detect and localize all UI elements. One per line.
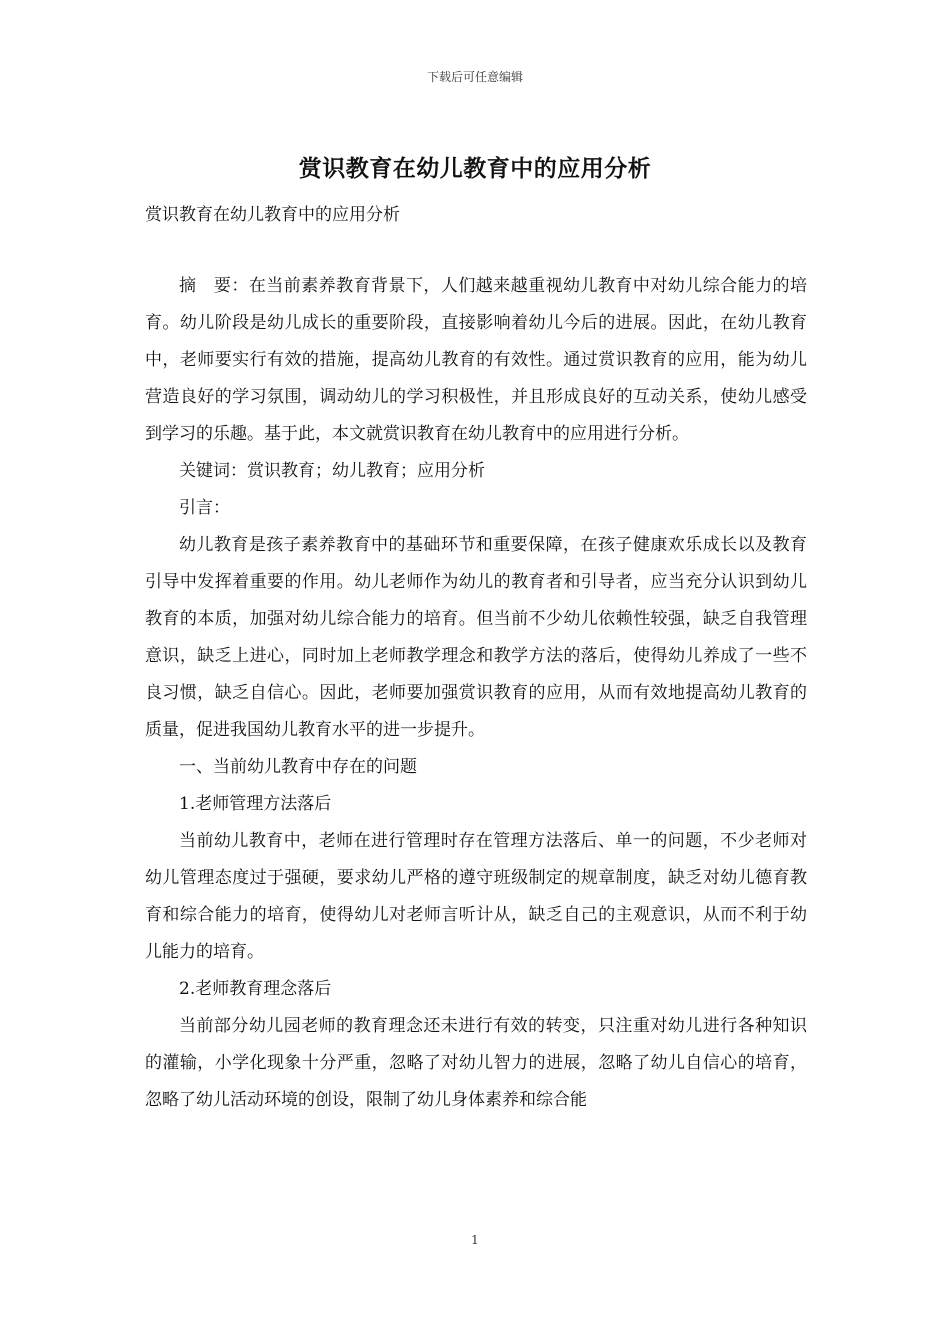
introduction-heading: 引言： (179, 498, 230, 518)
document-subtitle: 赏识教育在幼儿教育中的应用分析 (145, 205, 400, 225)
document-body (145, 268, 807, 1119)
abstract-paragraph: 摘 要：在当前素养教育背景下，人们越来越重视幼儿教育中对幼儿综合能力的培育。幼儿阶段是幼儿成长的重要阶段，直接影响着幼儿今后的进展。因此，在幼儿教育中，老师要实行有效的措施，提高幼儿教育的有效性。通过赏识教育的应用，能为幼儿营造良好的学习氛围，调动幼儿的学习积极性，并且形成良好的互动关系，使幼儿感受到学习的乐趣。基于此，本文就赏识教育在幼儿教育中的应用进行分析。 (145, 276, 807, 444)
header-note: 下载后可任意编辑 (426, 70, 523, 84)
subsection-heading-1: 1.老师管理方法落后 (179, 794, 332, 814)
body-paragraph-1: 当前幼儿教育中，老师在进行管理时存在管理方法落后、单一的问题，不少老师对幼儿管理态度过于强硬，要求幼儿严格的遵守班级制定的规章制度，缺乏对幼儿德育教育和综合能力的培育，使得幼儿对老师言听计从，缺乏自己的主观意识，从而不利于幼儿能力的培育。 (145, 831, 807, 962)
subsection-heading-2: 2.老师教育理念落后 (179, 979, 332, 999)
document-title: 赏识教育在幼儿教育中的应用分析 (298, 155, 652, 182)
introduction-paragraph: 幼儿教育是孩子素养教育中的基础环节和重要保障，在孩子健康欢乐成长以及教育引导中发挥着重要的作用。幼儿老师作为幼儿的教育者和引导者，应当充分认识到幼儿教育的本质，加强对幼儿综合能力的培育。但当前不少幼儿依赖性较强，缺乏自我管理意识，缺乏上进心，同时加上老师教学理念和教学方法的落后，使得幼儿养成了一些不良习惯，缺乏自信心。因此，老师要加强赏识教育的应用，从而有效地提高幼儿教育的质量，促进我国幼儿教育水平的进一步提升。 (145, 535, 807, 740)
page-number: 1 (471, 1233, 479, 1247)
body-paragraph-2: 当前部分幼儿园老师的教育理念还未进行有效的转变，只注重对幼儿进行各种知识的灌输，小学化现象十分严重，忽略了对幼儿智力的进展，忽略了幼儿自信心的培育，忽略了幼儿活动环境的创设，限制了幼儿身体素养和综合能 (145, 1016, 807, 1110)
section-heading-1: 一、当前幼儿教育中存在的问题 (179, 757, 417, 777)
keywords-line: 关键词：赏识教育；幼儿教育；应用分析 (179, 461, 485, 481)
